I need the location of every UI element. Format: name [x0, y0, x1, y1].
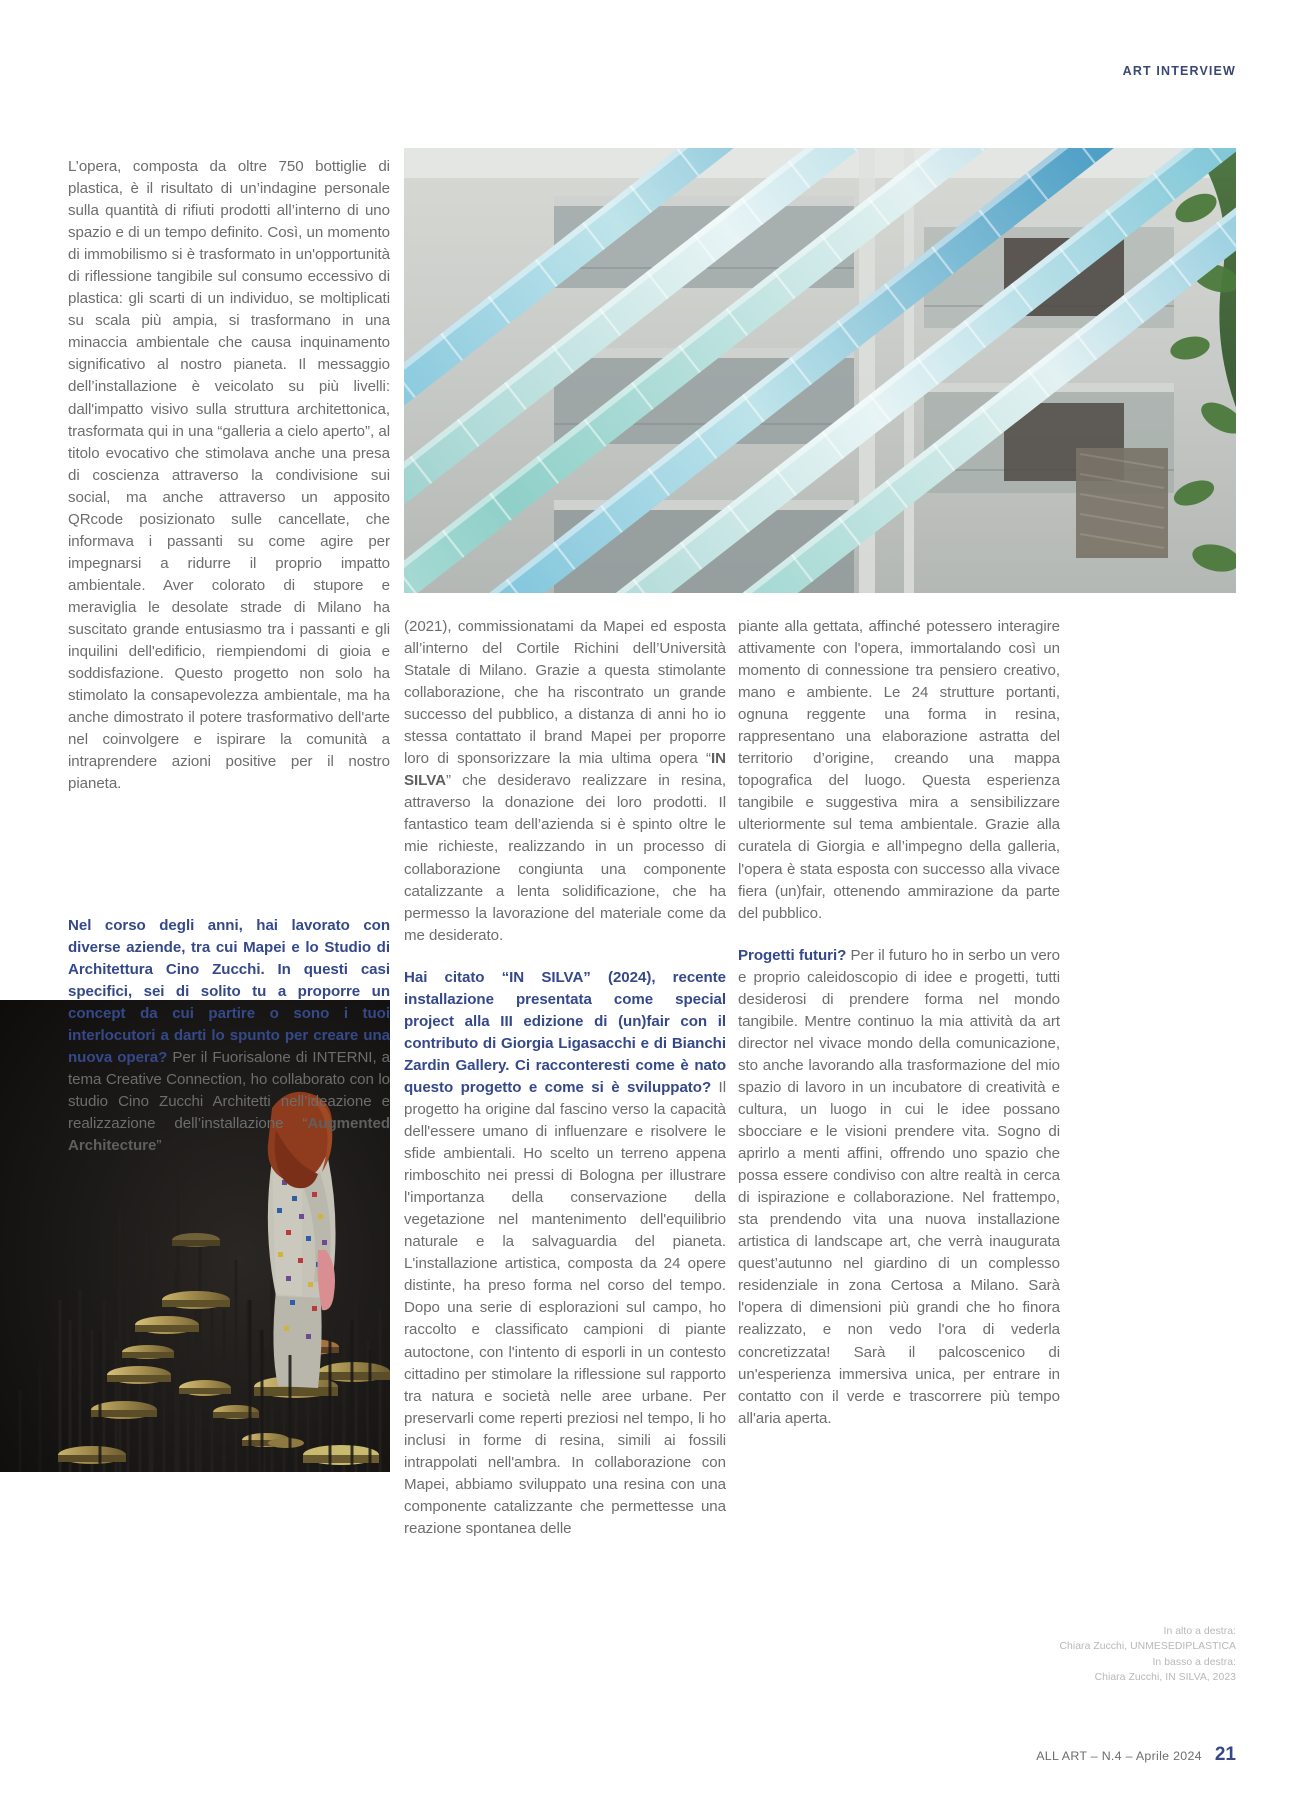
paragraph-mid-1 — [404, 616, 726, 947]
column-middle — [404, 616, 726, 1540]
photo-captions — [816, 1624, 1236, 1686]
photo-unmesediplastica-graphic — [404, 148, 1236, 593]
paragraph-mid-1-end: ” che desideravo realizzare in resina, attraverso la donazione dei loro prodotti. Il fantastico team dell’azienda si è spinto oltre le mie richieste, realizzando in un processo di collaborazione congiunta una componente catalizzante a lenta solidificazione, che ha permesso la lavorazione del materiale come da me desiderato. — [404, 772, 726, 944]
work-title-augmented-architecture: Augmented Architecture — [68, 1115, 390, 1155]
answer-progetti-futuri: Per il futuro ho in serbo un vero e proprio caleidoscopio di idee e progetti, tutti desiderosi di prendere forma nel mondo tangibile. Mentre continuo la mia attività da art director nel vivace mondo della comunicazione, sto anche lavorando alla trasformazione del mio spazio di lavoro in un incubatore di creatività e cultura, un luogo in cui le idee possano sbocciare e le visioni prendere vita. Sogno di aprirlo a menti affini, offrendo uno spazio che possa essere condiviso con altre realtà in cerca di ispirazione e collaborazione. Nel frattempo, sta prendendo vita una nuova installazione artistica di landscape art, che verrà inaugurata quest’autunno nel giardino di un complesso residenziale in zona Certosa a Milano. Sarà l'opera di dimensioni più grandi che ho finora realizzato, e non vedo l'ora di vederla concretizzata! Sarà il palcoscenico di un'esperienza immersiva unica, per entrare in contatto con il verde e trascorrere più tempo all'aria aperta. — [738, 946, 1060, 1427]
question-mapei: Nel corso degli anni, hai lavorato con diverse aziende, tra cui Mapei e lo Studio di Architettura Cino Zucchi. In questi casi specifici, sei di solito tu a proporre un concept da cui partire o sono i tuoi interlocutori a darti lo spunto per creare una nuova opera? — [68, 917, 390, 1067]
question-in-silva: Hai citato “IN SILVA” (2024), recente installazione presentata come special project alla III edizione di (un)fair con il contributo di Giorgia Ligasacchi e di Bianchi Zardin Gallery. Ci racconteresti come è nato questo progetto e come si è sviluppato? — [404, 968, 726, 1096]
answer-mapei-end: ” — [156, 1137, 162, 1155]
column-left-top — [68, 156, 390, 795]
photo-unmesediplastica — [404, 148, 1236, 593]
paragraph-mid-1-start: (2021), commissionatami da Mapei ed esposta all’interno del Cortile Richini dell’Università Statale di Milano. Grazie a questa stimolante collaborazione, che ha riscontrato un grande successo del pubblico, a distanza di anni ho io stessa contattato il brand Mapei per proporre loro di sponsorizzare la mia ultima opera “ — [404, 618, 726, 768]
footer-issue-text: ALL ART – N.4 – Aprile 2024 — [1036, 1749, 1202, 1763]
paragraph-right-qa — [738, 945, 1060, 1430]
question-progetti-futuri: Progetti futuri? — [738, 946, 847, 964]
paragraph-left-qa — [68, 915, 390, 1158]
running-head: ART INTERVIEW — [1122, 64, 1236, 78]
page-footer — [1036, 1744, 1236, 1766]
paragraph-right-1: piante alla gettata, affinché potessero interagire attivamente con l'opera, immortalando così un momento di connessione tra pensiero creativo, mano e ambiente. Le 24 strutture portanti, ognuna reggente una forma in resina, rappresentano una elaborazione astratta del territorio d’origine, creando una mappa topografica del luogo. Questa esperienza tangibile e suggestiva mira a sensibilizzare ulteriormente sul tema ambientale. Grazie alla curatela di Giorgia e all’impegno della galleria, l'opera è stata esposta con successo alla vivace fiera (un)fair, ottenendo ammirazione da parte del pubblico. — [738, 618, 1060, 922]
answer-in-silva: Il progetto ha origine dal fascino verso la capacità dell'essere umano di influenzare e risolvere le sfide ambientali. Ho scelto un terreno appena rimboschito nei pressi di Bologna per illustrare l'importanza della conservazione della vegetazione nel mantenimento dell'equilibrio naturale e la salvaguardia del pianeta. L'installazione artistica, composta da 24 opere distinte, ha preso forma nel corso del tempo. Dopo una serie di esplorazioni sul campo, ho raccolto e classificato campioni di piante autoctone, con l'intento di esporli in un contesto cittadino per stimolare la riflessione sul rapporto tra natura e società nelle aree urbane. Per preservarli come reperti preziosi nel tempo, li ho inclusi in forme di resina, simili ai fossili intrappolati nell'ambra. In collaborazione con Mapei, abbiamo sviluppato una resina con una componente catalizzante che permettesse una reazione spontanea delle — [404, 1078, 727, 1537]
caption-line-1: In alto a destra: — [1163, 1626, 1236, 1637]
work-title-in-silva-mid: IN SILVA — [404, 750, 726, 790]
paragraph-mid-qa — [404, 967, 726, 1540]
caption-line-3: In basso a destra: — [1152, 1656, 1236, 1668]
column-left-bottom — [68, 915, 390, 1158]
caption-line-4: Chiara Zucchi, IN SILVA, 2023 — [1094, 1672, 1236, 1684]
column-right — [738, 616, 1060, 1430]
paragraph-left-1: L’opera, composta da oltre 750 bottiglie di plastica, è il risultato di un’indagine personale sulla quantità di rifiuti prodotti all’interno di uno spazio e di un tempo definito. Così, un momento di immobilismo si è trasformato in un'opportunità di riflessione tangibile sul consumo eccessivo di plastica: gli scarti di un individuo, se moltiplicati su scala più ampia, si trasformano in una minaccia ambientale che causa inquinamento significativo al nostro pianeta. Il messaggio dell’installazione è veicolato su più livelli: dall'impatto visivo sulla struttura architettonica, trasformata qui in una “galleria a cielo aperto”, al titolo evocativo che stimolava anche una presa di coscienza attraverso la condivisione sui social, ma anche attraverso un apposito QRcode posizionato sulle cancellate, che informava i passanti su come agire per impegnarsi a ridurre il proprio impatto ambientale. Aver colorato di stupore e meraviglia le desolate strade di Milano ha suscitato grande entusiasmo tra i passanti e gli inquilini dell'edificio, riempiendomi di gioia e soddisfazione. Questo progetto non solo ha stimolato la consapevolezza ambientale, ma ha anche dimostrato il potere trasformativo dell'arte nel coinvolgere e ispirare la comunità a intraprendere azioni positive per il nostro pianeta. — [68, 158, 390, 793]
answer-mapei-start: Per il Fuorisalone di INTERNI, a tema Creative Connection, ho collaborato con lo studio Cino Zucchi Architetti nell’ideazione e realizzazione dell’installazione “ — [68, 1049, 390, 1133]
caption-line-2: Chiara Zucchi, UNMESEDIPLASTICA — [1059, 1641, 1236, 1653]
footer-page-number: 21 — [1214, 1744, 1236, 1765]
